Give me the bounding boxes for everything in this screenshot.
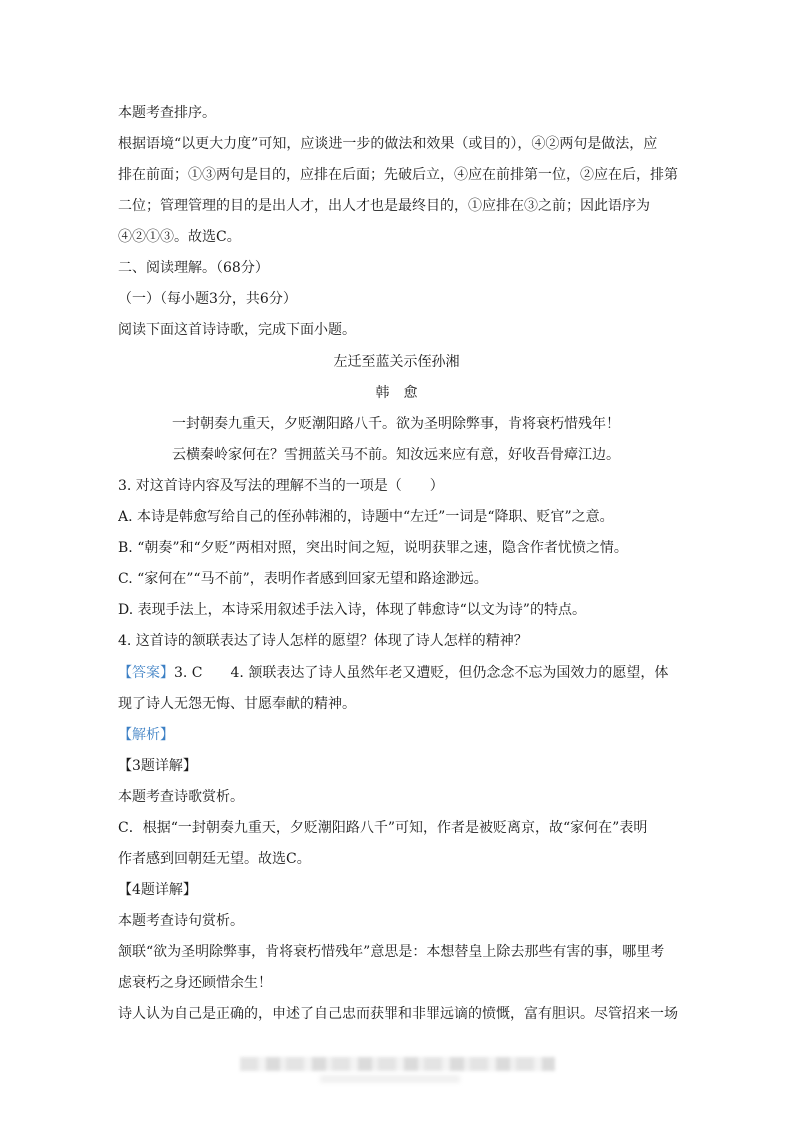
poem-line: 一封朝奏九重天，夕贬潮阳路八千。欲为圣明除弊事，肯将衰朽惜残年！ (172, 416, 620, 432)
text-line: 虑衰朽之身还顾惜余生！ (118, 975, 272, 991)
answer-line (118, 663, 678, 683)
answer-text: 3. C 4. 颔联表达了诗人虽然年老又遭贬，但仍念念不忘为国效力的愿望，体 (174, 665, 669, 681)
question-3: 3. 对这首诗内容及写法的理解不当的一项是（ ） (118, 478, 444, 494)
text-line: 现了诗人无怨无悔、甘愿奉献的精神。 (118, 696, 356, 712)
poem-author: 韩 愈 (375, 385, 418, 401)
option-c: C. “家何在”“马不前”，表明作者感到回家无望和路途渺远。 (118, 571, 488, 587)
text-line: 诗人认为自己是正确的，申述了自己忠而获罪和非罪远谪的愤慨，富有胆识。尽管招来一场 (118, 1006, 678, 1022)
blurred-footer-watermark-2 (320, 1075, 460, 1083)
text-line: 根据语境“以更大力度”可知，应谈进一步的做法和效果（或目的），④②两句是做法，应 (118, 136, 658, 152)
text-line: 本题考查诗句赏析。 (118, 913, 244, 929)
blurred-footer-watermark (240, 1057, 555, 1071)
text-line: 本题考查排序。 (118, 105, 216, 121)
section-heading: 二、阅读理解。（68分） (118, 260, 269, 276)
analysis-tag: 【解析】 (118, 727, 174, 743)
subsection-heading: （一）（每小题3分，共6分） (118, 291, 297, 307)
text-line: 颔联“欲为圣明除弊事，肯将衰朽惜残年”意思是：本想替皇上除去那些有害的事，哪里考 (118, 944, 665, 960)
poem-line: 云横秦岭家何在？雪拥蓝关马不前。知汝远来应有意，好收吾骨瘴江边。 (172, 447, 620, 463)
text-line: 阅读下面这首诗诗歌，完成下面小题。 (118, 322, 356, 338)
option-a: A. 本诗是韩愈写给自己的侄孙韩湘的，诗题中“左迁”一词是“降职、贬官”之意。 (118, 509, 614, 525)
text-line: 排在前面；①③两句是目的，应排在后面；先破后立，④应在前排第一位，②应在后，排第 (118, 167, 678, 183)
option-d: D. 表现手法上，本诗采用叙述手法入诗，体现了韩愈诗“以文为诗”的特点。 (118, 602, 586, 618)
detail-heading-3: 【3题详解】 (118, 758, 197, 774)
poem-title: 左迁至蓝关示侄孙湘 (333, 354, 460, 370)
text-line: C．根据“一封朝奏九重天，夕贬潮阳路八千”可知，作者是被贬离京，故“家何在”表明 (118, 820, 648, 836)
text-line: 本题考查诗歌赏析。 (118, 789, 244, 805)
text-line: ④②①③。故选C。 (118, 229, 241, 245)
answer-tag: 【答案】 (118, 665, 174, 681)
option-b: B. “朝奏”和“夕贬”两相对照，突出时间之短，说明获罪之速，隐含作者忧愤之情。 (118, 540, 628, 556)
question-4: 4. 这首诗的颔联表达了诗人怎样的愿望？体现了诗人怎样的精神？ (118, 633, 528, 649)
text-line: 作者感到回朝廷无望。故选C。 (118, 851, 311, 867)
detail-heading-4: 【4题详解】 (118, 882, 197, 898)
text-line: 二位；管理管理的目的是出人才，出人才也是最终目的，①应排在③之前；因此语序为 (118, 198, 650, 214)
